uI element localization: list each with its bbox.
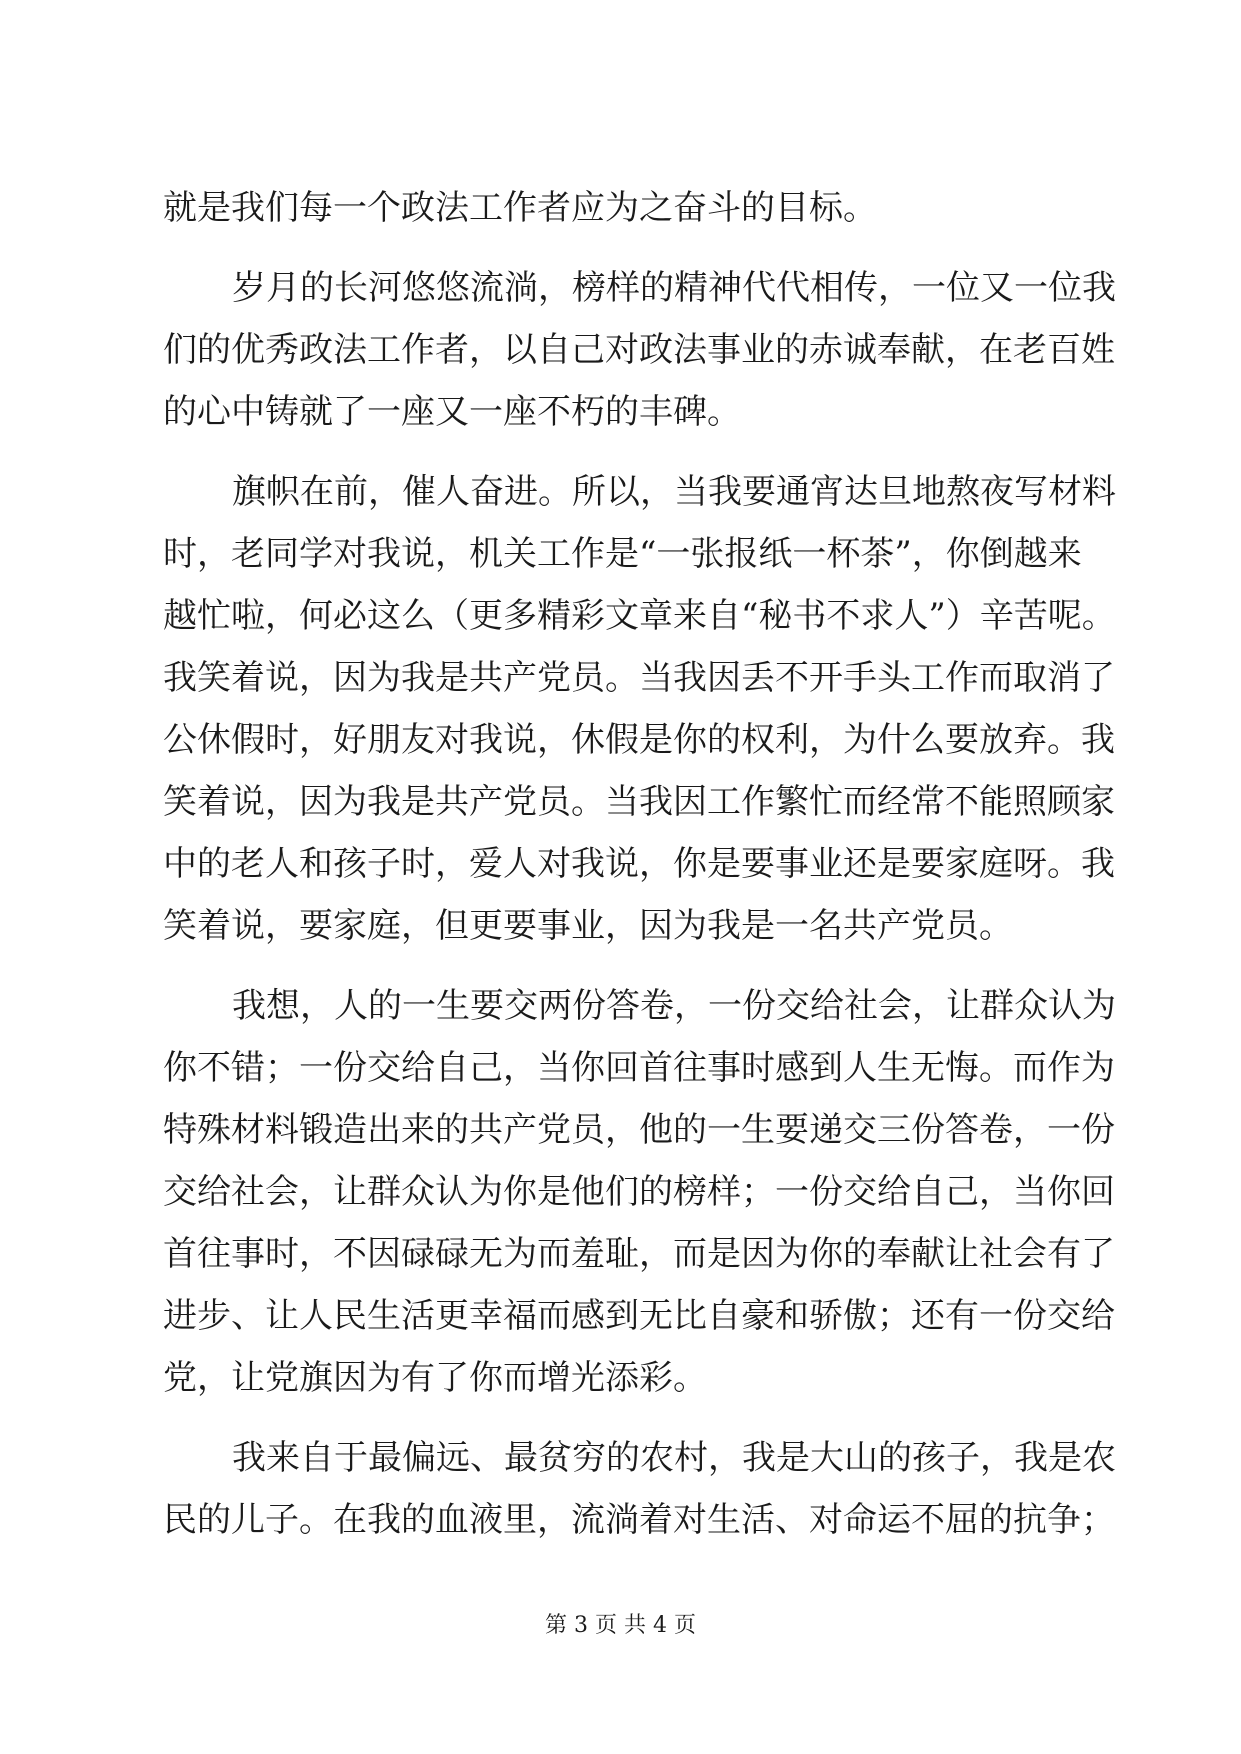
text-line: 特殊材料锻造出来的共产党员，他的一生要递交三份答卷，一份	[163, 1110, 1115, 1150]
text-line: 首往事时，不因碌碌无为而羞耻，而是因为你的奉献让社会有了	[163, 1234, 1115, 1274]
text-line: 我想，人的一生要交两份答卷，一份交给社会，让群众认为	[232, 986, 1116, 1026]
text-line: 旗帜在前，催人奋进。所以，当我要通宵达旦地熬夜写材料	[232, 472, 1116, 512]
text-line: 交给社会，让群众认为你是他们的榜样；一份交给自己，当你回	[163, 1172, 1115, 1212]
page-number-footer: 第 3 页 共 4 页	[545, 1613, 696, 1638]
text-line: 就是我们每一个政法工作者应为之奋斗的目标。	[163, 188, 877, 228]
text-line: 笑着说，因为我是共产党员。当我因工作繁忙而经常不能照顾家	[163, 782, 1115, 822]
text-line: 的心中铸就了一座又一座不朽的丰碑。	[163, 392, 741, 432]
text-line: 民的儿子。在我的血液里，流淌着对生活、对命运不屈的抗争；	[163, 1500, 1115, 1540]
text-line: 我来自于最偏远、最贫穷的农村，我是大山的孩子，我是农	[232, 1438, 1116, 1478]
text-line: 中的老人和孩子时，爱人对我说，你是要事业还是要家庭呀。我	[163, 844, 1115, 884]
text-line: 们的优秀政法工作者，以自己对政法事业的赤诚奉献，在老百姓	[163, 330, 1115, 370]
text-line: 你不错；一份交给自己，当你回首往事时感到人生无悔。而作为	[163, 1048, 1115, 1088]
text-line: 越忙啦，何必这么（更多精彩文章来自“秘书不求人”）辛苦呢。	[163, 596, 1116, 636]
text-line: 笑着说，要家庭，但更要事业，因为我是一名共产党员。	[163, 906, 1013, 946]
text-line: 时，老同学对我说，机关工作是“一张报纸一杯茶”，你倒越来	[163, 534, 1082, 574]
text-line: 我笑着说，因为我是共产党员。当我因丢不开手头工作而取消了	[163, 658, 1115, 698]
text-line: 党，让党旗因为有了你而增光添彩。	[163, 1358, 707, 1398]
text-line: 岁月的长河悠悠流淌，榜样的精神代代相传，一位又一位我	[232, 268, 1116, 308]
text-line: 公休假时，好朋友对我说，休假是你的权利，为什么要放弃。我	[163, 720, 1115, 760]
text-line: 进步、让人民生活更幸福而感到无比自豪和骄傲；还有一份交给	[163, 1296, 1115, 1336]
